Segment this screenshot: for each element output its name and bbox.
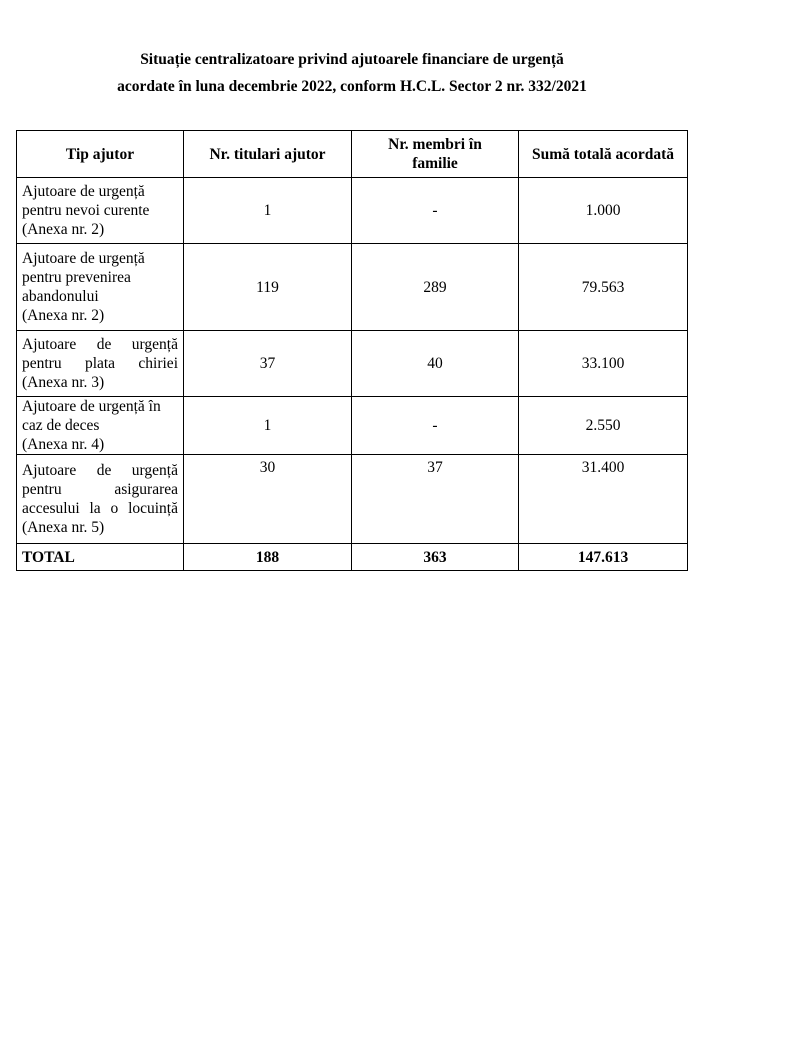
aid-type-line: Ajutoare de urgență în <box>22 398 161 415</box>
holders-cell: 1 <box>184 178 352 244</box>
aid-type-cell <box>17 244 184 331</box>
document-title-line-2: acordate în luna decembrie 2022, conform H.C.L. Sector 2 nr. 332/2021 <box>117 78 587 95</box>
table-header-row <box>17 131 688 178</box>
table-row <box>17 244 688 331</box>
holders-cell: 1 <box>184 397 352 455</box>
members-cell: 289 <box>352 244 519 331</box>
table-row <box>17 397 688 455</box>
members-cell: - <box>352 178 519 244</box>
aid-type-line: (Anexa nr. 2) <box>22 307 105 324</box>
aid-type-line: (Anexa nr. 2) <box>22 221 105 238</box>
members-cell: 40 <box>352 331 519 397</box>
aid-type-line: abandonului <box>22 288 99 305</box>
total-label: TOTAL <box>17 544 184 571</box>
total-members: 363 <box>352 544 519 571</box>
holders-cell: 30 <box>184 455 352 544</box>
total-sum-cell: 31.400 <box>519 455 688 544</box>
aid-type-line: Ajutoare de urgență <box>22 250 145 267</box>
emergency-aid-table <box>16 130 688 571</box>
aid-type-line: (Anexa nr. 4) <box>22 436 105 453</box>
table-row <box>17 178 688 244</box>
total-row <box>17 544 688 571</box>
aid-type-line: caz de deces <box>22 417 100 434</box>
header-aid-type: Tip ajutor <box>17 131 184 178</box>
aid-type-line: Ajutoare de urgență <box>22 183 145 200</box>
header-family-members <box>352 131 519 178</box>
aid-type-line: pentru nevoi curente <box>22 202 150 219</box>
aid-type-cell <box>17 397 184 455</box>
table-row <box>17 331 688 397</box>
aid-type-cell <box>17 178 184 244</box>
header-total-sum: Sumă totală acordată <box>519 131 688 178</box>
header-holders-count: Nr. titulari ajutor <box>184 131 352 178</box>
aid-type-line: pentru prevenirea <box>22 269 131 286</box>
total-sum-cell: 79.563 <box>519 244 688 331</box>
document-title-line-1: Situație centralizatoare privind ajutoarele financiare de urgență <box>140 51 564 68</box>
total-holders: 188 <box>184 544 352 571</box>
holders-cell: 119 <box>184 244 352 331</box>
members-cell: 37 <box>352 455 519 544</box>
holders-cell: 37 <box>184 331 352 397</box>
total-sum-cell: 33.100 <box>519 331 688 397</box>
total-sum-cell: 2.550 <box>519 397 688 455</box>
aid-type-cell: Ajutoare de urgență pentru plata chiriei (Anexa nr. 3) <box>17 331 184 397</box>
members-cell: - <box>352 397 519 455</box>
header-family-members-label: Nr. membri în familie <box>388 136 482 172</box>
total-sum: 147.613 <box>519 544 688 571</box>
table-row <box>17 455 688 544</box>
total-sum-cell: 1.000 <box>519 178 688 244</box>
aid-type-cell: Ajutoare de urgență pentru asigurarea accesului la o locuință (Anexa nr. 5) <box>17 455 184 544</box>
